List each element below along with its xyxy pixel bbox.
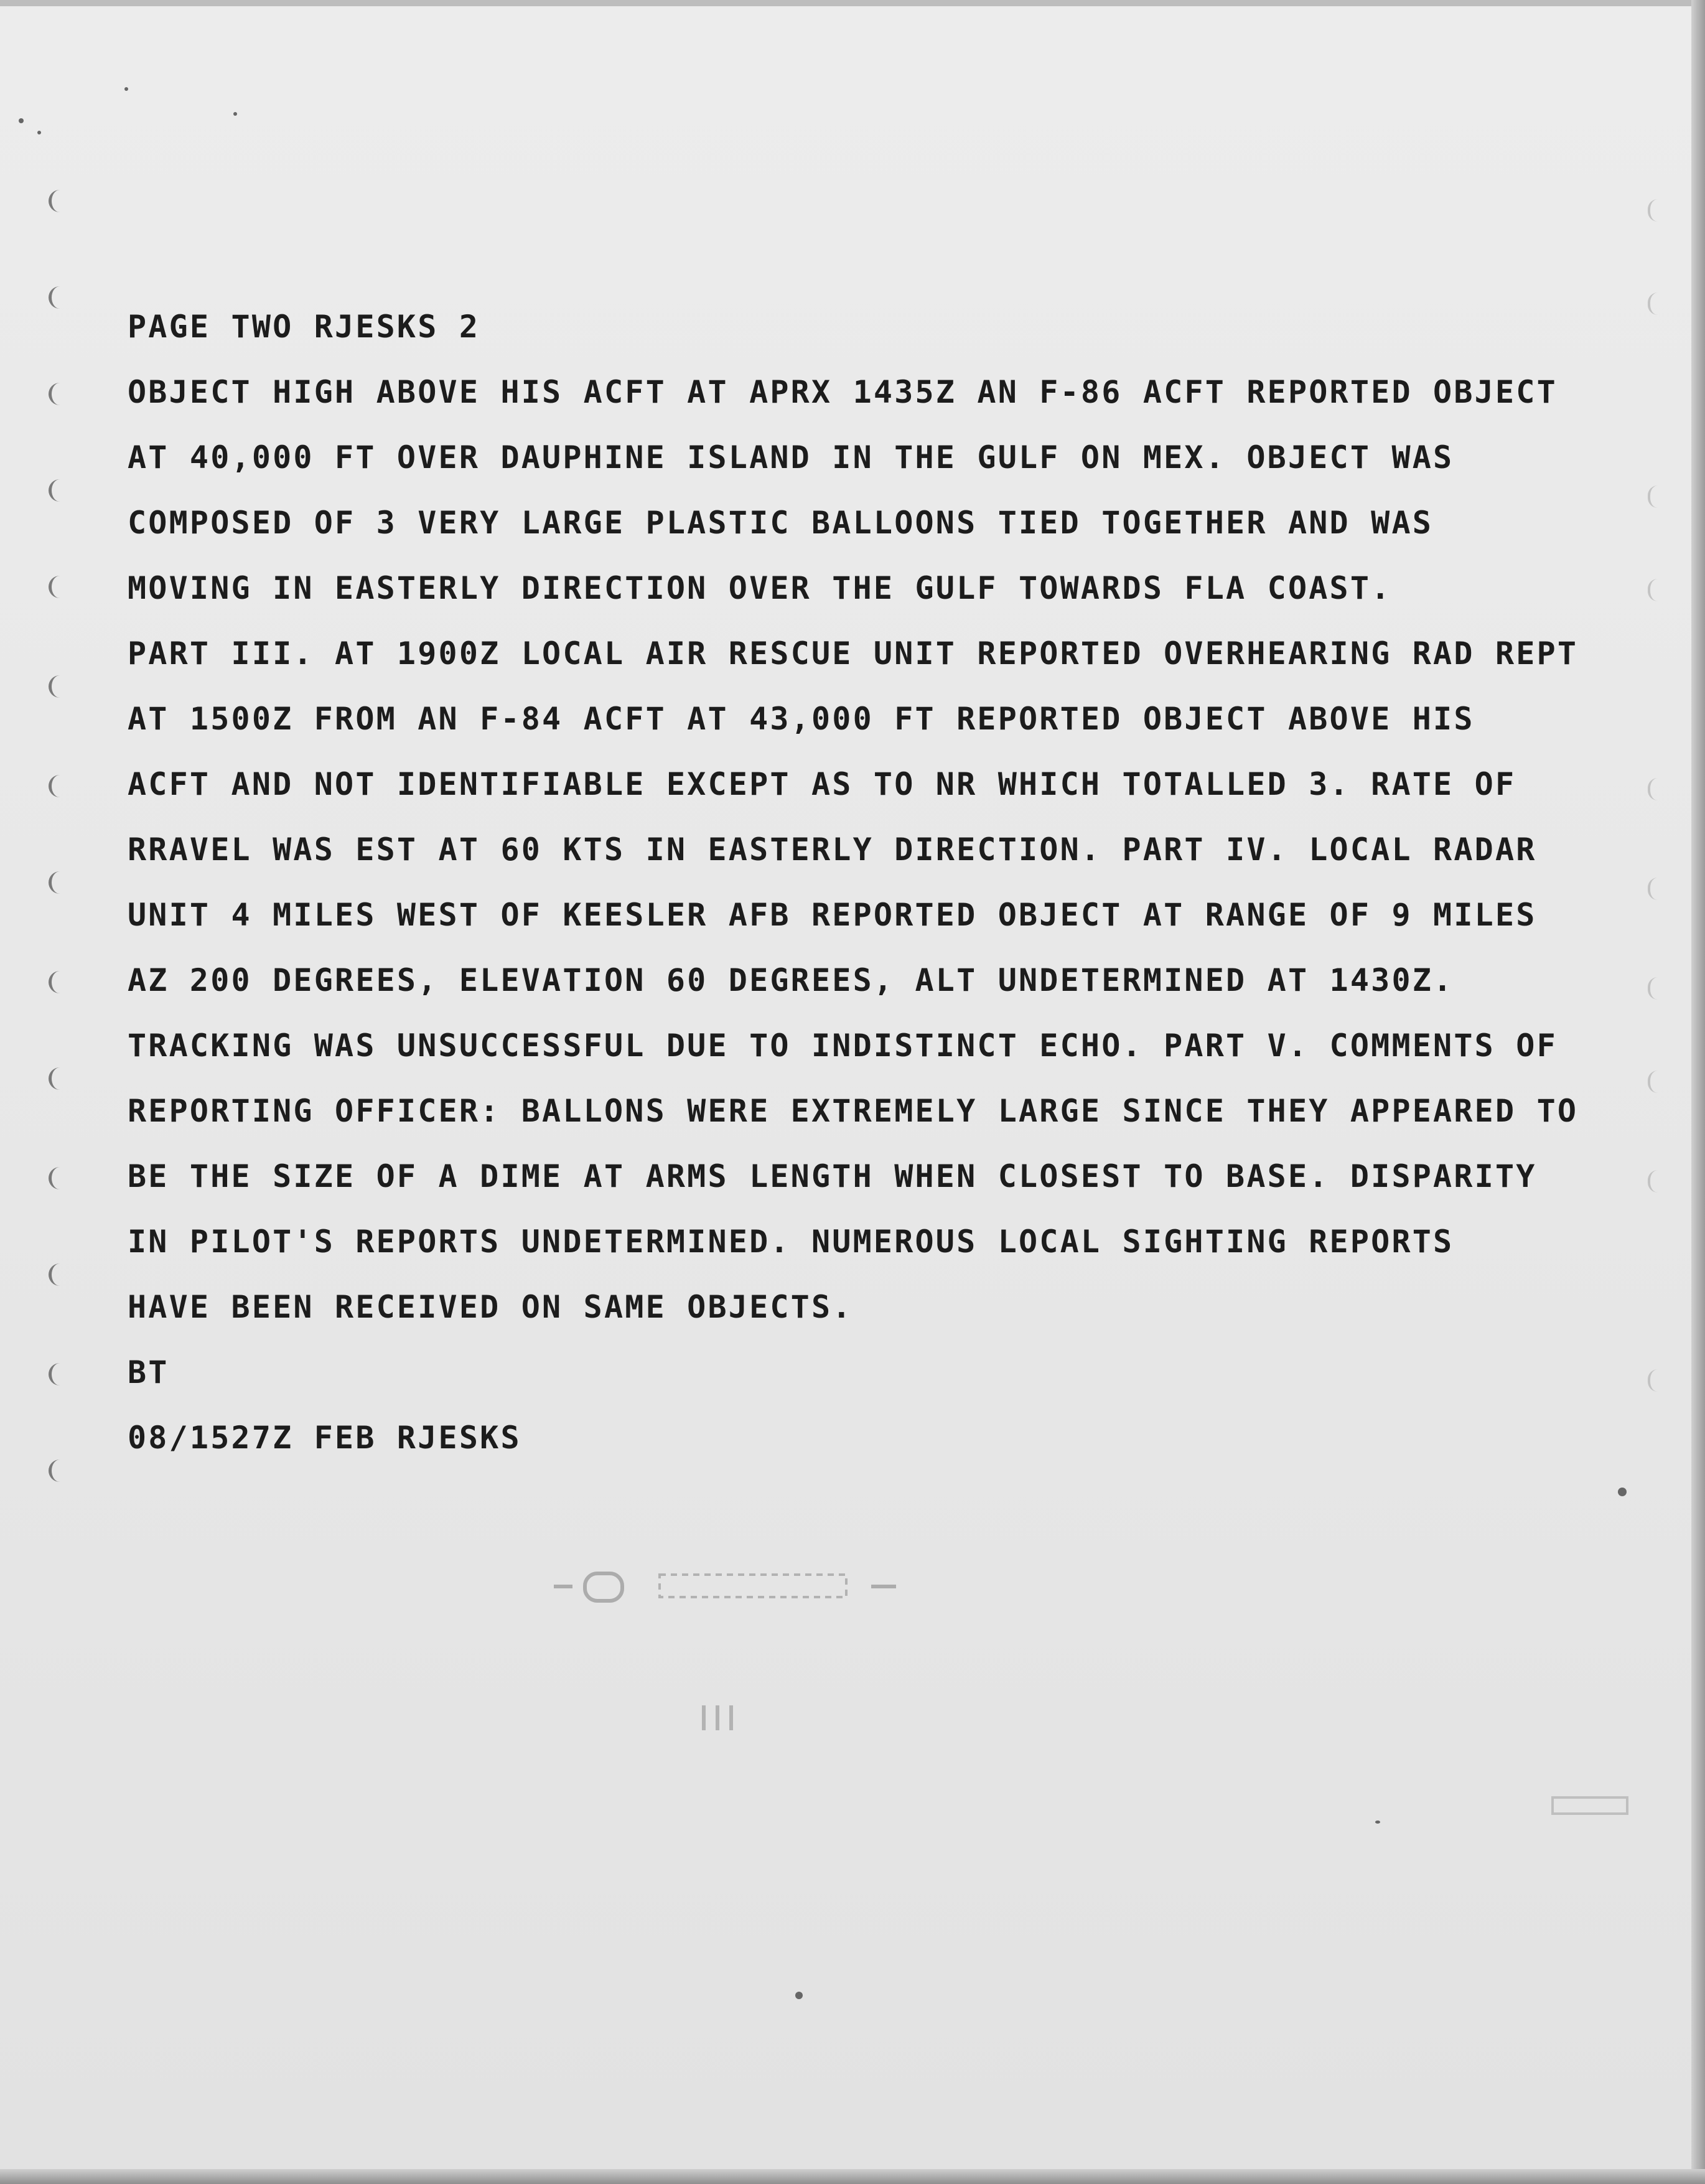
punch-hole-mark bbox=[49, 1167, 60, 1189]
scan-speck bbox=[37, 131, 41, 134]
punch-hole-mark bbox=[49, 1460, 60, 1482]
bleed-through-mark bbox=[1549, 1793, 1637, 1817]
text-line: UNIT 4 MILES WEST OF KEESLER AFB REPORTED OBJECT AT RANGE OF 9 MILES bbox=[128, 897, 1537, 933]
bleed-through-stamp bbox=[548, 1568, 909, 1606]
bleed-through-mark bbox=[697, 1699, 740, 1736]
punch-hole-mark bbox=[1648, 199, 1658, 222]
message-header: PAGE TWO RJESKS 2 bbox=[128, 309, 480, 345]
text-line: OBJECT HIGH ABOVE HIS ACFT AT APRX 1435Z AN F-86 ACFT REPORTED OBJECT bbox=[128, 374, 1558, 410]
punch-hole-mark bbox=[49, 1363, 60, 1385]
punch-hole-mark bbox=[49, 383, 60, 405]
punch-hole-mark bbox=[1648, 293, 1658, 315]
punch-hole-mark bbox=[49, 775, 60, 797]
punch-hole-mark bbox=[49, 971, 60, 993]
text-line: AT 40,000 FT OVER DAUPHINE ISLAND IN THE GULF ON MEX. OBJECT WAS bbox=[128, 439, 1454, 476]
text-line: MOVING IN EASTERLY DIRECTION OVER THE GULF TOWARDS FLA COAST. bbox=[128, 570, 1392, 606]
punch-hole-mark bbox=[49, 286, 60, 309]
text-line: ACFT AND NOT IDENTIFIABLE EXCEPT AS TO NR WHICH TOTALLED 3. RATE OF bbox=[128, 766, 1516, 802]
punch-hole-mark bbox=[1648, 485, 1658, 508]
punch-hole-mark bbox=[1648, 977, 1658, 1000]
text-line: REPORTING OFFICER: BALLONS WERE EXTREMELY LARGE SINCE THEY APPEARED TO bbox=[128, 1093, 1579, 1129]
scan-bottom-edge bbox=[0, 2169, 1705, 2184]
scan-speck bbox=[795, 1992, 803, 1999]
punch-hole-mark bbox=[49, 190, 60, 212]
scan-speck bbox=[19, 118, 24, 123]
scan-right-edge bbox=[1691, 0, 1705, 2184]
punch-hole-mark bbox=[1648, 1170, 1658, 1193]
teletype-message bbox=[128, 305, 1609, 1481]
scan-speck bbox=[124, 87, 128, 91]
break-marker: BT bbox=[128, 1354, 169, 1390]
text-line: IN PILOT'S REPORTS UNDETERMINED. NUMEROUS LOCAL SIGHTING REPORTS bbox=[128, 1224, 1454, 1260]
punch-hole-mark bbox=[49, 1263, 60, 1286]
text-line: TRACKING WAS UNSUCCESSFUL DUE TO INDISTINCT ECHO. PART V. COMMENTS OF bbox=[128, 1028, 1558, 1064]
scan-speck bbox=[1375, 1821, 1380, 1824]
text-line: RRAVEL WAS EST AT 60 KTS IN EASTERLY DIRECTION. PART IV. LOCAL RADAR bbox=[128, 832, 1537, 868]
scan-top-edge bbox=[0, 0, 1705, 6]
scan-speck bbox=[233, 112, 237, 116]
punch-hole-mark bbox=[49, 479, 60, 502]
text-line: HAVE BEEN RECEIVED ON SAME OBJECTS. bbox=[128, 1289, 853, 1325]
text-line: AT 1500Z FROM AN F-84 ACFT AT 43,000 FT REPORTED OBJECT ABOVE HIS bbox=[128, 701, 1475, 737]
datetime-group: 08/1527Z FEB RJESKS bbox=[128, 1420, 521, 1456]
text-line: AZ 200 DEGREES, ELEVATION 60 DEGREES, ALT UNDETERMINED AT 1430Z. bbox=[128, 962, 1454, 998]
punch-hole-mark bbox=[49, 675, 60, 698]
punch-hole-mark bbox=[49, 576, 60, 598]
scan-speck bbox=[1618, 1488, 1627, 1496]
punch-hole-mark bbox=[49, 871, 60, 894]
text-line: PART III. AT 1900Z LOCAL AIR RESCUE UNIT REPORTED OVERHEARING RAD REPT bbox=[128, 635, 1579, 672]
text-line: BE THE SIZE OF A DIME AT ARMS LENGTH WHEN CLOSEST TO BASE. DISPARITY bbox=[128, 1158, 1537, 1194]
punch-hole-mark bbox=[1648, 1071, 1658, 1093]
punch-hole-mark bbox=[49, 1067, 60, 1090]
punch-hole-mark bbox=[1648, 579, 1658, 601]
punch-hole-mark bbox=[1648, 778, 1658, 800]
punch-hole-mark bbox=[1648, 1369, 1658, 1392]
punch-hole-mark bbox=[1648, 878, 1658, 900]
text-line: COMPOSED OF 3 VERY LARGE PLASTIC BALLOONS TIED TOGETHER AND WAS bbox=[128, 505, 1434, 541]
